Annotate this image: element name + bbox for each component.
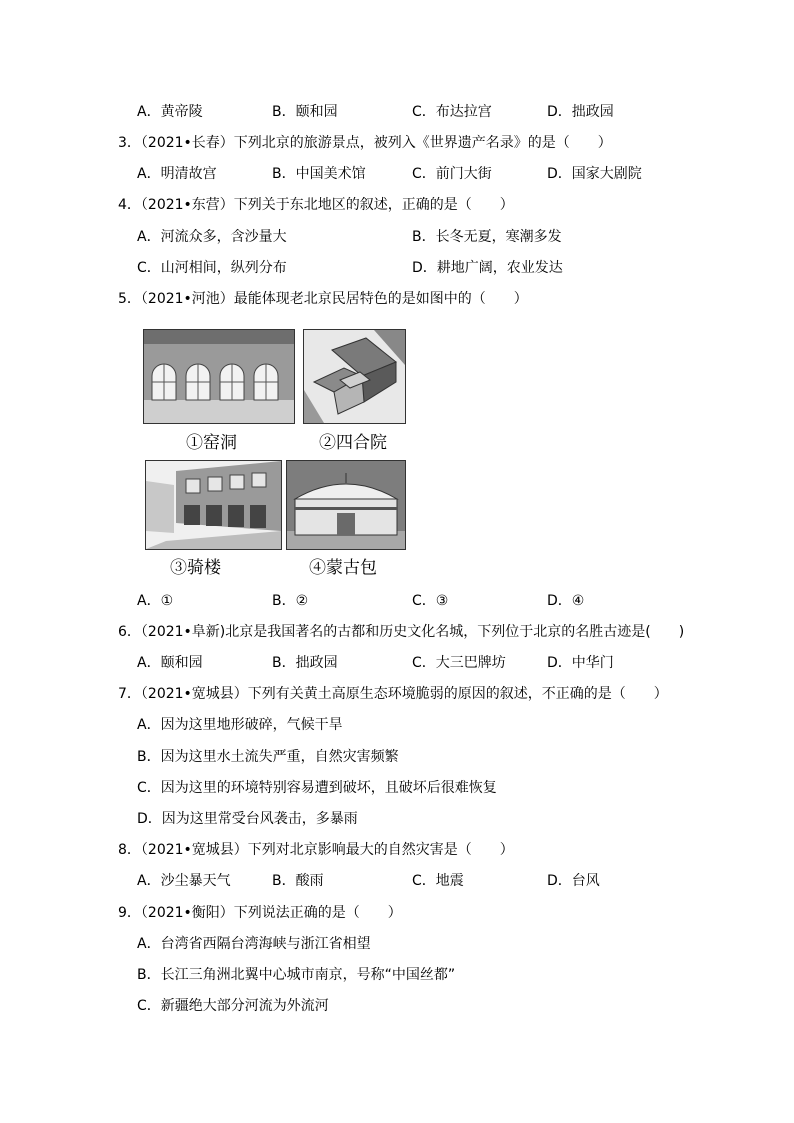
q6-option-d[interactable]: D．中华门	[547, 655, 614, 671]
q5-option-c[interactable]: C．③	[412, 593, 449, 609]
cave-dwelling-image	[143, 329, 295, 424]
q6-option-c[interactable]: C．大三巴牌坊	[412, 655, 506, 671]
q9-option-c[interactable]: C．新疆绝大部分河流为外流河	[137, 998, 329, 1014]
q3-option-c[interactable]: C．前门大街	[412, 166, 492, 182]
q7-option-d[interactable]: D．因为这里常受台风袭击，多暴雨	[137, 811, 358, 827]
q8-stem: 8．（2021•宽城县）下列对北京影响最大的自然灾害是（ ）	[118, 842, 514, 858]
q2-option-d[interactable]: D．拙政园	[547, 104, 614, 120]
q7-option-b[interactable]: B．因为这里水土流失严重，自然灾害频繁	[137, 749, 399, 765]
yurt-image	[286, 460, 406, 550]
q5-option-a[interactable]: A．①	[137, 593, 174, 609]
q8-option-c[interactable]: C．地震	[412, 873, 464, 889]
caption-cave-dwelling: ①窑洞	[186, 433, 237, 453]
q9-option-a[interactable]: A．台湾省西隔台湾海峡与浙江省相望	[137, 936, 371, 952]
q4-stem: 4．（2021•东营）下列关于东北地区的叙述，正确的是（ ）	[118, 197, 514, 213]
q3-option-d[interactable]: D．国家大剧院	[547, 166, 642, 182]
q7-option-a[interactable]: A．因为这里地形破碎，气候干旱	[137, 717, 343, 733]
q5-stem: 5．（2021•河池）最能体现老北京民居特色的是如图中的（ ）	[118, 291, 528, 307]
q5-option-b[interactable]: B．②	[272, 593, 309, 609]
caption-arcade-building: ③骑楼	[170, 558, 221, 578]
q2-option-b[interactable]: B．颐和园	[272, 104, 338, 120]
arcade-building-image	[145, 460, 282, 550]
q4-option-a[interactable]: A．河流众多，含沙量大	[137, 229, 287, 245]
q6-option-b[interactable]: B．拙政园	[272, 655, 338, 671]
q6-option-a[interactable]: A．颐和园	[137, 655, 203, 671]
caption-yurt: ④蒙古包	[309, 558, 377, 578]
q4-option-c[interactable]: C．山河相间，纵列分布	[137, 260, 287, 276]
q8-option-a[interactable]: A．沙尘暴天气	[137, 873, 231, 889]
q9-option-b[interactable]: B．长江三角洲北翼中心城市南京，号称“中国丝都”	[137, 967, 456, 983]
q6-stem: 6．（2021•阜新)北京是我国著名的古都和历史文化名城，下列位于北京的名胜古迹是( )	[118, 624, 685, 640]
q3-option-b[interactable]: B．中国美术馆	[272, 166, 366, 182]
q8-option-d[interactable]: D．台风	[547, 873, 600, 889]
q4-option-b[interactable]: B．长冬无夏，寒潮多发	[412, 229, 562, 245]
q7-option-c[interactable]: C．因为这里的环境特别容易遭到破坏，且破坏后很难恢复	[137, 780, 497, 796]
q9-stem: 9．（2021•衡阳）下列说法正确的是（ ）	[118, 905, 402, 921]
q8-option-b[interactable]: B．酸雨	[272, 873, 324, 889]
q4-option-d[interactable]: D．耕地广阔，农业发达	[412, 260, 563, 276]
q2-option-c[interactable]: C．布达拉宫	[412, 104, 492, 120]
q7-stem: 7．（2021•宽城县）下列有关黄土高原生态环境脆弱的原因的叙述，不正确的是（ ）	[118, 686, 668, 702]
courtyard-image	[303, 329, 406, 424]
q5-option-d[interactable]: D．④	[547, 593, 585, 609]
caption-courtyard: ②四合院	[319, 433, 387, 453]
q3-option-a[interactable]: A．明清故宫	[137, 166, 217, 182]
q2-option-a[interactable]: A．黄帝陵	[137, 104, 203, 120]
q3-stem: 3．（2021•长春）下列北京的旅游景点，被列入《世界遗产名录》的是（ ）	[118, 135, 612, 151]
